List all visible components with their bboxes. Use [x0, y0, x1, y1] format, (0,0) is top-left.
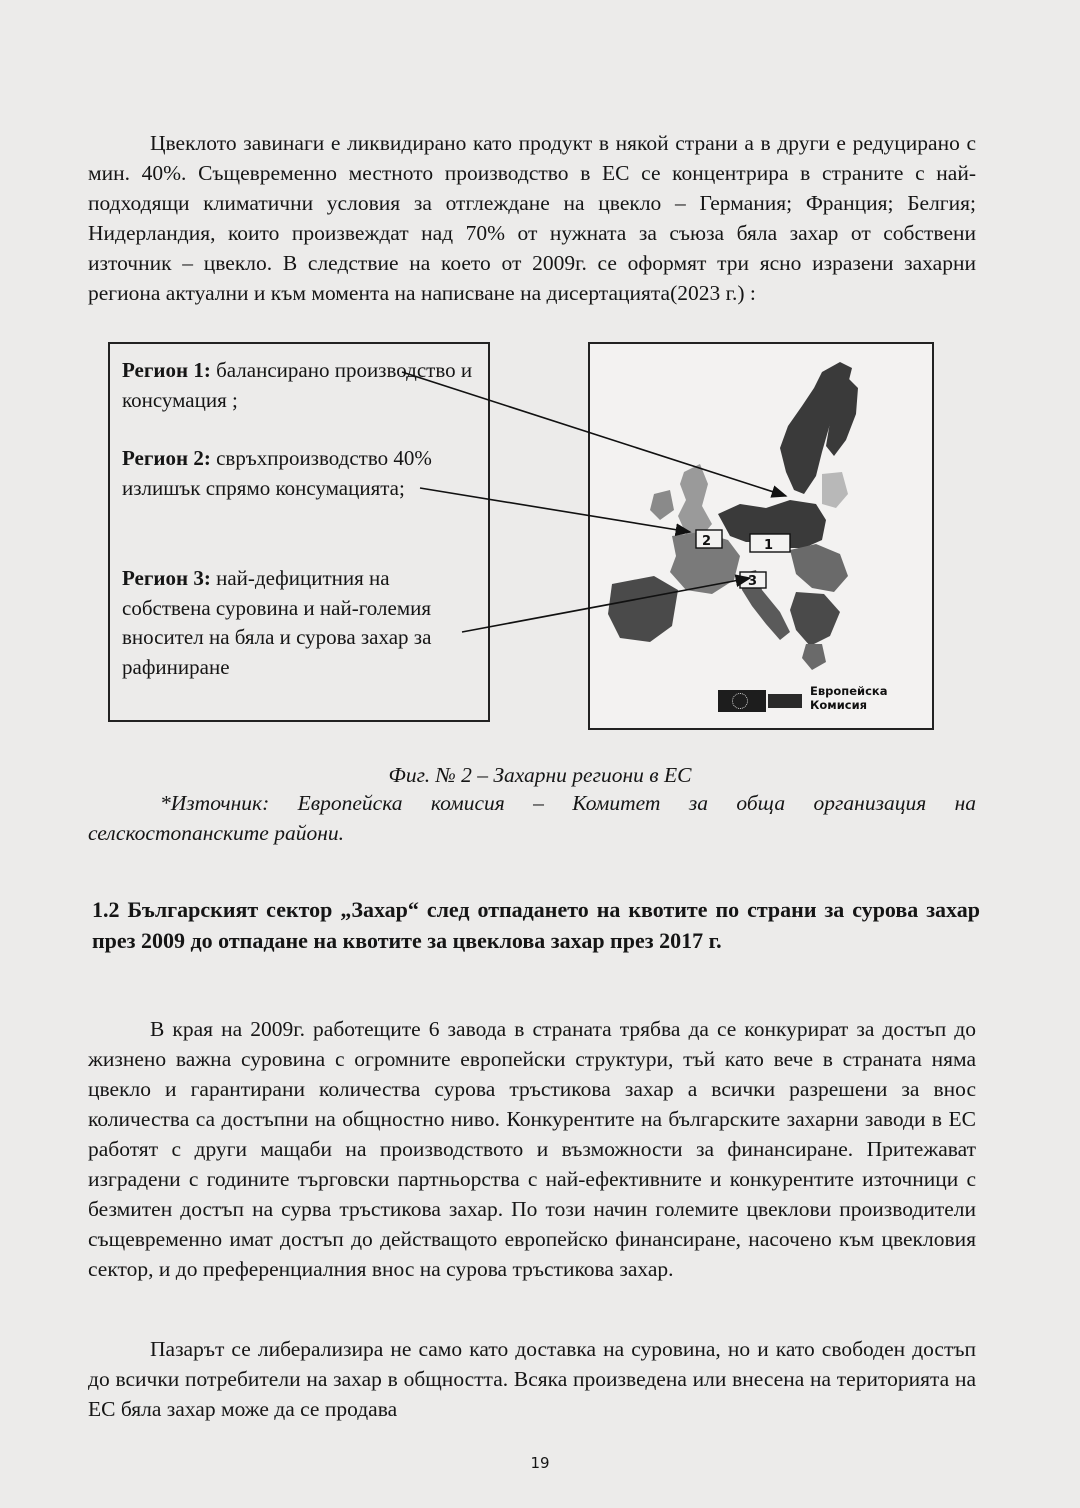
arrow-region-1 [402, 372, 786, 496]
region-2-title: Регион 2: [122, 446, 211, 470]
arrow-region-3 [462, 578, 750, 632]
ec-label: Европейска Комисия [810, 684, 888, 712]
section-paragraph-1: В края на 2009г. работещите 6 завода в страната трябва да се конкурират за достъп до жизнено важна суровина с огромните европейски структури, тъй като вече в страната няма цвекло и гарантирани количества сурова тръстикова захар а всички разрешени за внос количества са достъпни на общностно ниво. Конкурентите на българските захарни заводи в ЕС работят с други мащаби на производството и възможности за финансиране. Притежават изградени с годините търговски партньорства с най-ефективните и конкурентите източници с безмитен достъп на сурва тръстикова захар. По този начин големите цвеклови производители същевременно имат достъп до действащото европейско финансиране, насочено към цвекловия сектор, и до преференциалния внос на сурова тръстикова захар. [88, 1017, 976, 1281]
region-1-text: балансирано производство и консумация ; [122, 358, 473, 412]
map-label-2: 2 [702, 534, 712, 549]
section-heading: 1.2 Българският сектор „Захар“ след отпадането на квотите по страни за сурова захар през 2009 до отпадане на квотите за цвеклова захар през 2017 г. [92, 897, 980, 953]
region-3-title: Регион 3: [122, 566, 211, 590]
region-2-text: свръхпроизводство 40% излишък спрямо консумацията; [122, 446, 432, 500]
map-label-3: 3 [748, 574, 758, 589]
figure-source: *Източник: Европейска комисия – Комитет за обща организация на селскостопанските райони. [88, 791, 976, 845]
region-1-title: Регион 1: [122, 358, 211, 382]
page-number: 19 [530, 1454, 550, 1472]
arrow-region-2 [420, 488, 690, 532]
intro-paragraph: Цвеклото завинаги е ликвидирано като продукт в някой страни а в други е редуцирано с мин. 40%. Същевременно местното производство в ЕС се концентрира в страните с най-подходящи климатични условия за отглеждане на цвекло – Германия; Франция; Белгия; Нидерландия, които произвеждат над 70% от нужната за съюза бяла захар от собствени източник – цвекло. В следствие на което от 2009г. се оформят три ясно изразени захарни региона актуални и към момента на написване на дисертацията(2023 г.) : [88, 131, 976, 305]
figure-caption: Фиг. № 2 – Захарни региони в ЕС [388, 763, 692, 787]
map-label-1: 1 [764, 538, 774, 553]
section-paragraph-2: Пазарът се либерализира не само като доставка на суровина, но и като свободен достъп до всички потребители на захар в общността. Всяка произведена или внесена на територията на ЕС бяла захар може да се продава [88, 1337, 976, 1421]
region-3-text: най-дефицитния на собствена суровина и най-големия вносител на бяла и сурова захар за рафиниране [122, 566, 432, 679]
